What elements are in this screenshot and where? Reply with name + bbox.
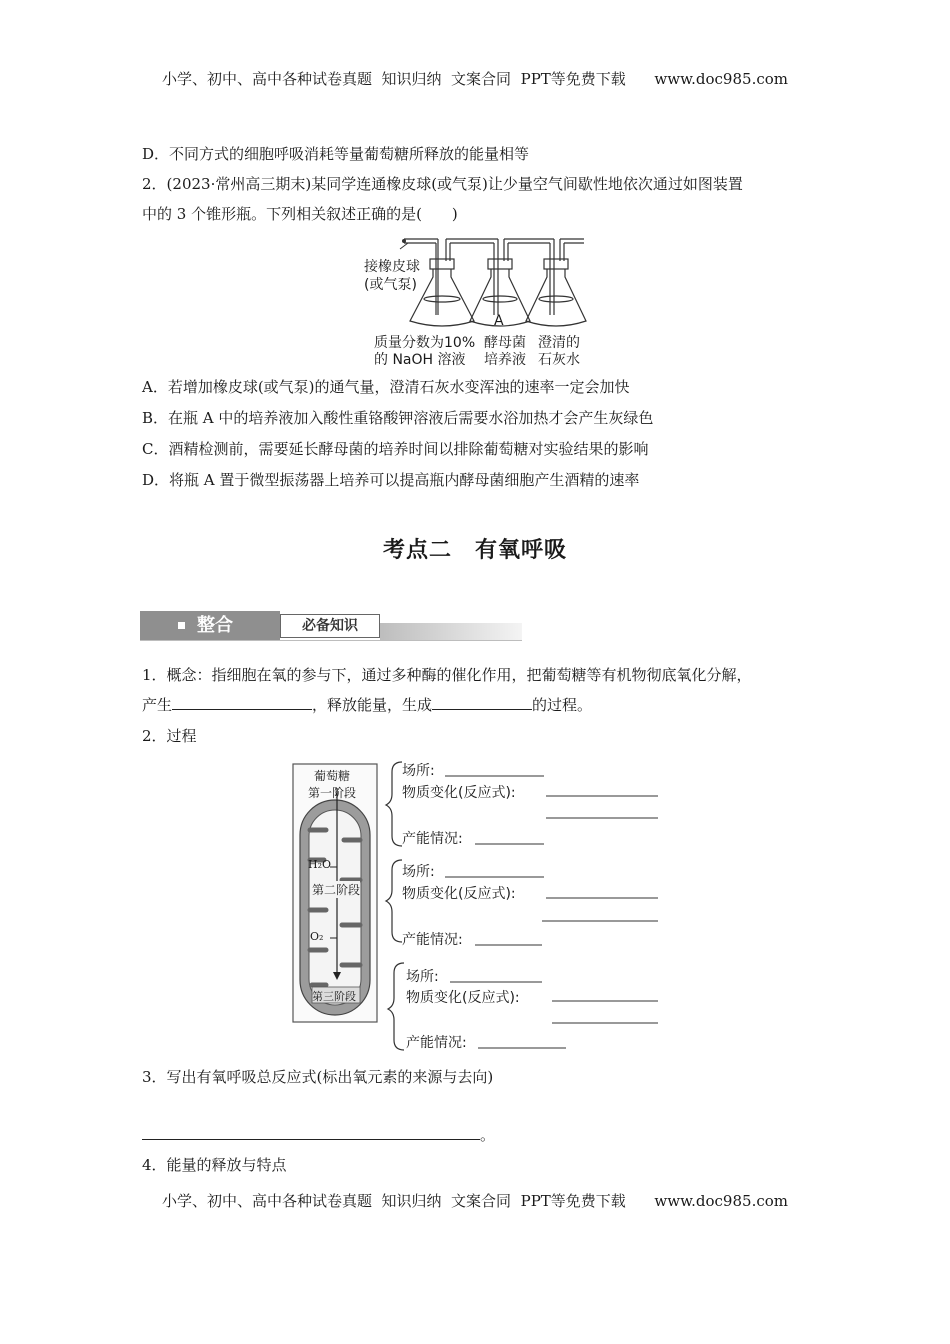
item3-answer-line — [142, 1124, 495, 1146]
h2o-label: H₂O — [308, 858, 332, 871]
stage1-change: 物质变化(反应式): — [402, 785, 516, 801]
blank-atp[interactable] — [432, 695, 532, 710]
flask3-label-1: 澄清的 — [538, 335, 580, 351]
flask2-label-1: 酵母菌 — [484, 335, 526, 351]
item3-title: 3．写出有氧呼吸总反应式(标出氧元素的来源与去向) — [142, 1068, 494, 1086]
stage3-energy: 产能情况: — [406, 1035, 467, 1051]
item2-title: 2．过程 — [142, 727, 197, 745]
banner-right-label: 必备知识 — [280, 614, 380, 638]
page-footer: 小学、初中、高中各种试卷真题 知识归纳 文案合同 PPT等免费下载 www.doc985.com — [161, 1192, 788, 1210]
section-banner — [140, 611, 522, 641]
flask3-label-2: 石灰水 — [538, 352, 580, 368]
item1-line2 — [142, 694, 592, 716]
item4-title: 4．能量的释放与特点 — [142, 1156, 287, 1174]
flask1-label-1: 质量分数为10% — [374, 335, 476, 351]
o2-label: O₂ — [310, 930, 324, 943]
stage1-label: 第一阶段 — [308, 786, 357, 800]
blank-products[interactable] — [172, 695, 312, 710]
pump-label-1: 接橡皮球 — [364, 259, 420, 275]
mitochondrion-drawing — [290, 760, 680, 1055]
stage3-change: 物质变化(反应式): — [406, 990, 520, 1006]
item1-text-a: 产生 — [142, 696, 173, 714]
section-title: 考点二 有氧呼吸 — [382, 537, 567, 563]
pump-label-2: (或气泵) — [364, 277, 417, 293]
stage2-label: 第二阶段 — [312, 883, 361, 897]
flask-a-label: A — [494, 313, 504, 329]
q2-stem-line1: 2．(2023·常州高三期末)某同学连通橡皮球(或气泵)让少量空气间歇性地依次通过如图装置 — [142, 175, 743, 193]
stage1-site: 场所: — [402, 763, 435, 779]
q2-option-c: C．酒精检测前，需要延长酵母菌的培养时间以排除葡萄糖对实验结果的影响 — [142, 440, 649, 458]
stage2-site: 场所: — [402, 864, 435, 880]
glucose-label: 葡萄糖 — [314, 769, 351, 783]
flask2-label-2: 培养液 — [484, 352, 526, 368]
banner-divider — [140, 640, 522, 641]
stage3-site: 场所: — [406, 969, 439, 985]
item1-text-b: ，释放能量，生成 — [312, 696, 433, 714]
stage1-energy: 产能情况: — [402, 831, 463, 847]
page-header: 小学、初中、高中各种试卷真题 知识归纳 文案合同 PPT等免费下载 www.doc985.com — [161, 70, 788, 88]
q1-option-d: D．不同方式的细胞呼吸消耗等量葡萄糖所释放的能量相等 — [142, 145, 530, 163]
blank-total-equation[interactable] — [142, 1125, 480, 1140]
q2-option-b: B．在瓶 A 中的培养液加入酸性重铬酸钾溶液后需要水浴加热才会产生灰绿色 — [142, 409, 654, 427]
apparatus-figure — [358, 233, 598, 368]
square-icon — [178, 622, 185, 629]
stage2-change: 物质变化(反应式): — [402, 886, 516, 902]
q2-option-a: A．若增加橡皮球(或气泵)的通气量，澄清石灰水变浑浊的速率一定会加快 — [142, 378, 630, 396]
stage3-label: 第三阶段 — [312, 990, 356, 1003]
process-diagram — [290, 760, 680, 1055]
item1-text-c: 的过程。 — [532, 696, 593, 714]
flask1-label-2: 的 NaOH 溶液 — [374, 352, 466, 368]
q2-option-d: D．将瓶 A 置于微型振荡器上培养可以提高瓶内酵母菌细胞产生酒精的速率 — [142, 471, 640, 489]
item1-line1: 1．概念：指细胞在氧的参与下，通过多种酶的催化作用，把葡萄糖等有机物彻底氧化分解， — [142, 666, 752, 684]
stage2-energy: 产能情况: — [402, 932, 463, 948]
banner-fade — [380, 623, 522, 641]
banner-left-label: 整合 — [197, 615, 233, 636]
item3-end: 。 — [480, 1126, 496, 1144]
banner-left — [140, 611, 280, 641]
q2-stem-line2: 中的 3 个锥形瓶。下列相关叙述正确的是( ) — [142, 205, 458, 223]
